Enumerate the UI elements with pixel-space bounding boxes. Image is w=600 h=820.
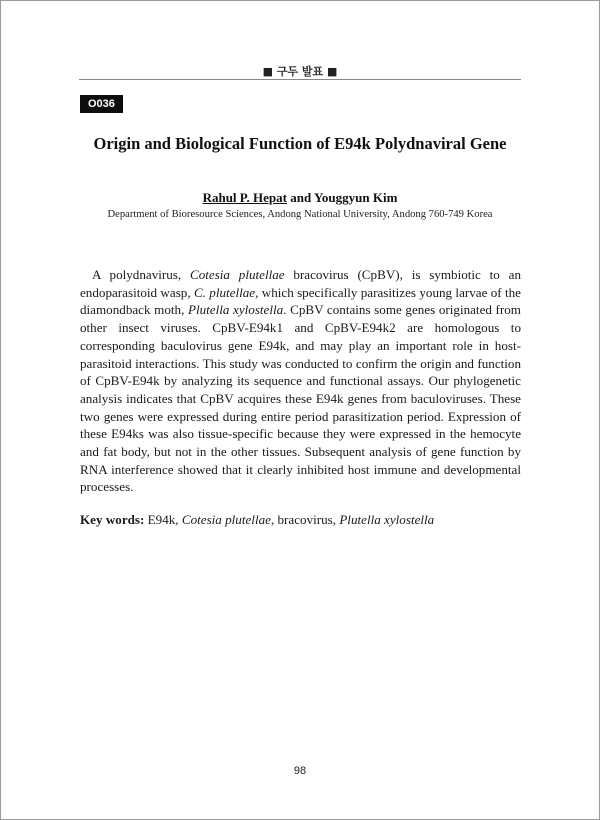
paper-title: Origin and Biological Function of E94k Polydnaviral Gene	[93, 134, 507, 153]
keyword-text: E94k,	[144, 512, 182, 527]
abstract-text: A polydnavirus,	[92, 267, 190, 282]
keyword-species: Cotesia plutellae	[181, 512, 271, 527]
keywords-line	[80, 511, 521, 529]
abstract-paragraph	[80, 266, 521, 496]
section-header: ■ 구두 발표 ■	[262, 65, 338, 78]
abstract-text: . CpBV contains some genes originated from other insect viruses. CpBV-E94k1 and CpBV-E94k2 are homologous to corresponding baculovirus gene E94k, and may play an important role in host-parasitoid interactions. This study was conducted to confirm the origin and function of CpBV-E94k by analyzing its sequence and functional assays. Our phylogenetic analysis indicates that CpBV acquires these E94k genes from baculoviruses. These two genes were expressed during entire period parasitization period. Expression of these E94ks was also tissue-specific because they were expressed in the hemocyte and fat body, but not in the other tissues. Subsequent analysis of gene function by RNA interference showed that it clearly inhibited host immune and developmental processes.	[80, 302, 521, 495]
author-line	[0, 190, 600, 206]
page-number: 98	[293, 765, 307, 777]
abstract-text: bracovirus (CpBV), is symbiotic to an endoparasitoid wasp,	[80, 267, 521, 300]
keywords-label: Key words:	[80, 512, 145, 527]
author-separator: and	[286, 190, 314, 205]
abstract-text: , which specifically parasitizes young larvae of the diamondback moth,	[80, 284, 521, 318]
species-name: Cotesia plutellae	[189, 267, 285, 282]
species-name: C. plutellae	[193, 284, 256, 300]
affiliation: Department of Bioresource Sciences, Andong National University, Andong 760-749 Korea	[107, 209, 493, 220]
presenting-author: Rahul P. Hepat	[202, 190, 287, 205]
abstract-code-badge: O036	[80, 95, 123, 113]
co-author: Youggyun Kim	[313, 190, 398, 205]
species-name: Plutella xylostella	[187, 302, 284, 318]
keyword-species: Plutella xylostella	[339, 512, 435, 527]
header-rule	[79, 79, 521, 80]
keyword-text: , bracovirus,	[270, 512, 340, 527]
